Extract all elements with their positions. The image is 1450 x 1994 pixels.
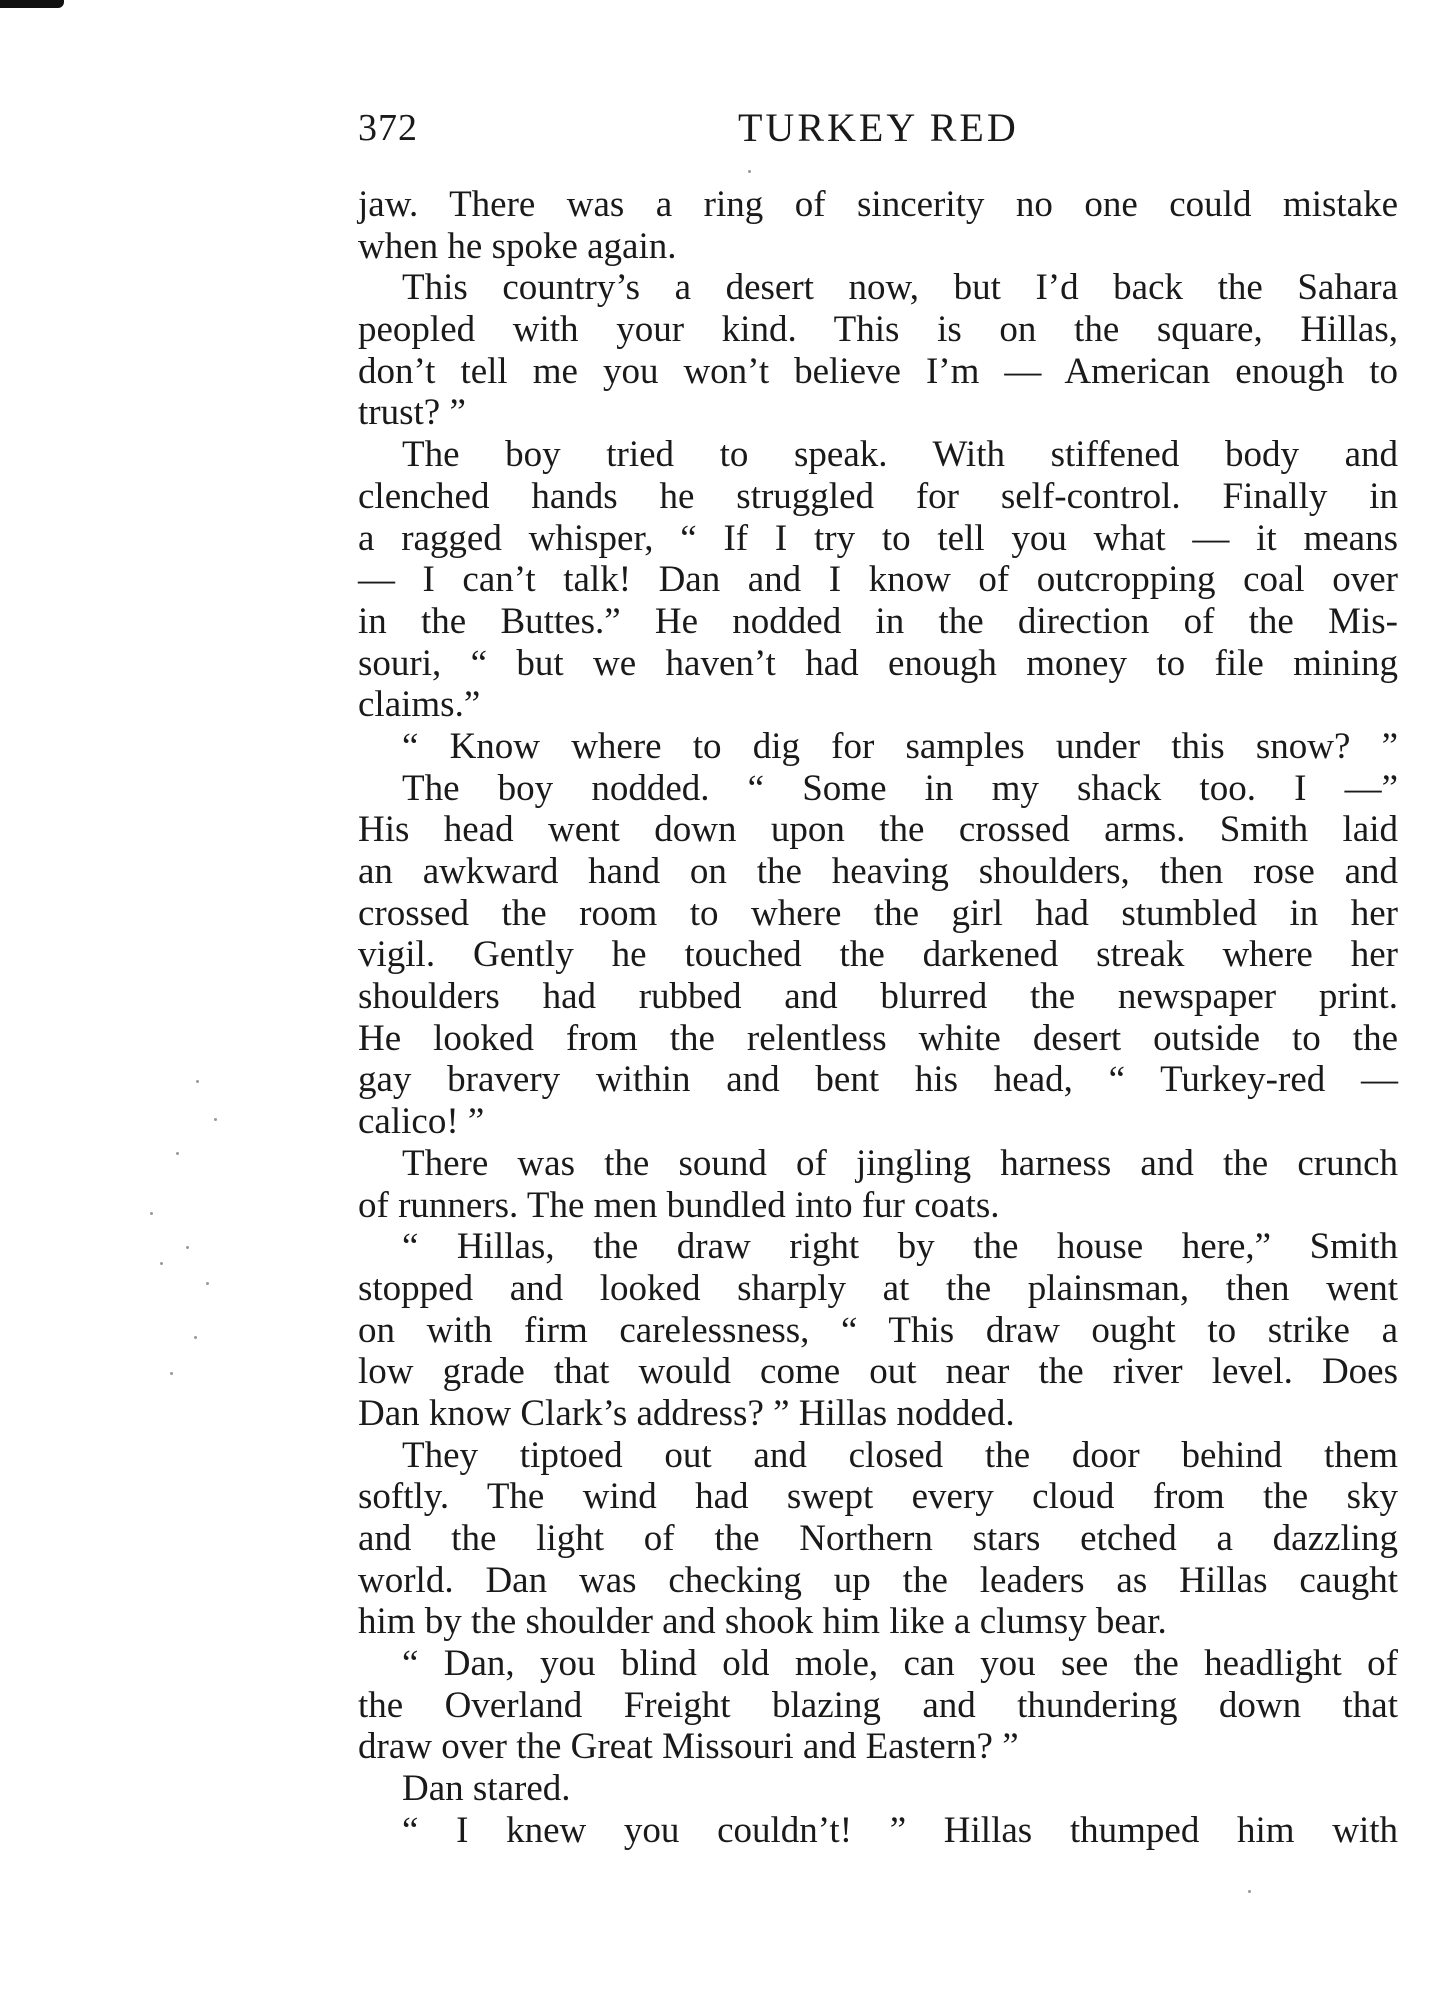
text-line: of runners. The men bundled into fur coats. <box>358 1184 1000 1226</box>
text-line: souri, “ but we haven’t had enough money to file mining <box>358 642 1398 684</box>
text-line: jaw. There was a ring of sincerity no one could mistake <box>358 184 1398 225</box>
text-line: claims.” <box>358 684 481 726</box>
text-line: vigil. Gently he touched the darkened streak where her <box>358 934 1398 976</box>
text-line: The boy tried to speak. With stiffened body and <box>402 434 1398 476</box>
text-line: him by the shoulder and shook him like a clumsy bear. <box>358 1601 1167 1643</box>
scan-speck <box>206 1282 209 1285</box>
text-line: They tiptoed out and closed the door behind them <box>402 1434 1398 1476</box>
text-line: and the light of the Northern stars etched a dazzling <box>358 1518 1398 1559</box>
text-line: “ Hillas, the draw right by the house here,” Smith <box>402 1226 1398 1268</box>
text-line: clenched hands he struggled for self-control. Finally in <box>358 475 1398 517</box>
text-line: Dan stared. <box>402 1768 571 1810</box>
text-line: “ Know where to dig for samples under this snow? ” <box>402 725 1398 767</box>
text-line: an awkward hand on the heaving shoulders, then rose and <box>358 851 1398 892</box>
text-line: draw over the Great Missouri and Eastern? ” <box>358 1726 1019 1768</box>
scan-speck <box>194 1336 197 1339</box>
text-line: “ I knew you couldn’t! ” Hillas thumped him with <box>402 1809 1398 1851</box>
running-head <box>358 98 1398 158</box>
text-line: a ragged whisper, “ If I try to tell you what — it means <box>358 517 1398 559</box>
text-line: His head went down upon the crossed arms. Smith laid <box>358 809 1398 851</box>
text-line: in the Buttes.” He nodded in the direction of the Mis- <box>358 600 1398 642</box>
text-line: “ Dan, you blind old mole, can you see the headlight of <box>402 1643 1398 1685</box>
text-line: shoulders had rubbed and blurred the newspaper print. <box>358 976 1398 1018</box>
text-line: when he spoke again. <box>358 225 677 267</box>
scan-speck <box>196 1080 199 1083</box>
text-line: Dan know Clark’s address? ” Hillas nodded. <box>358 1392 1015 1434</box>
scan-corner-mark <box>0 0 64 8</box>
scan-speck <box>748 170 751 173</box>
scan-speck <box>170 1372 173 1375</box>
text-line: This country’s a desert now, but I’d back the Sahara <box>402 267 1398 309</box>
text-line: crossed the room to where the girl had stumbled in her <box>358 892 1398 934</box>
text-line: peopled with your kind. This is on the square, Hillas, <box>358 309 1398 351</box>
text-line: world. Dan was checking up the leaders as Hillas caught <box>358 1559 1398 1601</box>
text-line: softly. The wind had swept every cloud from the sky <box>358 1476 1398 1518</box>
text-line: stopped and looked sharply at the plainsman, then went <box>358 1267 1398 1309</box>
text-line: don’t tell me you won’t believe I’m — American enough to <box>358 350 1398 392</box>
text-line: on with firm carelessness, “ This draw ought to strike a <box>358 1309 1398 1351</box>
scan-speck <box>160 1262 163 1265</box>
scan-speck <box>214 1118 217 1121</box>
text-line: calico! ” <box>358 1101 485 1143</box>
text-line: — I can’t talk! Dan and I know of outcropping coal over <box>358 559 1398 601</box>
text-line: The boy nodded. “ Some in my shack too. I —” <box>402 767 1398 809</box>
text-line: There was the sound of jingling harness and the crunch <box>402 1142 1398 1184</box>
text-line: the Overland Freight blazing and thundering down that <box>358 1684 1398 1726</box>
scan-speck <box>1248 1890 1251 1893</box>
text-line: He looked from the relentless white desert outside to the <box>358 1017 1398 1059</box>
scan-speck <box>176 1152 179 1155</box>
scan-speck <box>186 1246 189 1249</box>
text-line: trust? ” <box>358 392 466 434</box>
scan-speck <box>150 1212 153 1215</box>
text-line: low grade that would come out near the river level. Does <box>358 1351 1398 1393</box>
running-title: TURKEY RED <box>738 105 1019 150</box>
body-text <box>358 184 1398 1852</box>
text-line: gay bravery within and bent his head, “ Turkey-red — <box>358 1059 1398 1101</box>
page-number: 372 <box>358 107 418 149</box>
